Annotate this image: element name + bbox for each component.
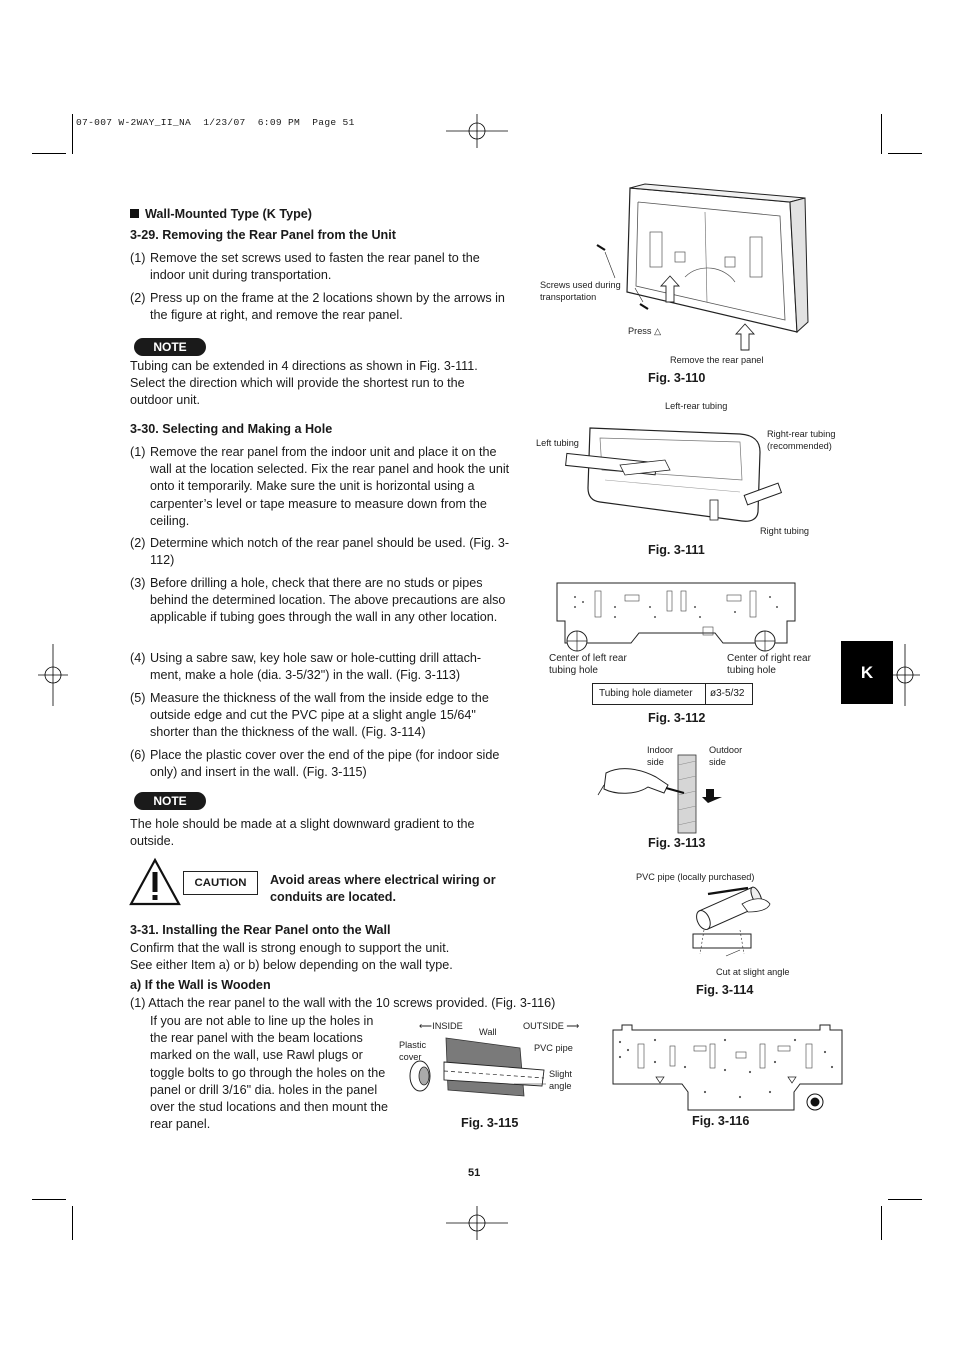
fig-label-center-left: Center of left rear tubing hole xyxy=(549,653,627,676)
fig-3-116-illustration xyxy=(610,1022,845,1114)
note-badge: NOTE xyxy=(134,338,206,356)
fig-label-cut: Cut at slight angle xyxy=(716,967,790,977)
registration-mark-top xyxy=(446,114,508,148)
fig-label-slight: Slight angle xyxy=(549,1069,572,1091)
tubing-hole-table xyxy=(592,683,753,705)
heading-3-31: 3-31. Installing the Rear Panel onto the Wall xyxy=(130,923,391,937)
subheading-a: a) If the Wall is Wooden xyxy=(130,978,271,992)
caution-label: CAUTION xyxy=(183,871,258,895)
heading-3-29: 3-29. Removing the Rear Panel from the Unit xyxy=(130,228,396,242)
crop-mark xyxy=(32,1199,66,1200)
fig-caption: Fig. 3-112 xyxy=(648,711,706,725)
registration-mark-bottom xyxy=(446,1206,508,1240)
fig-caption: Fig. 3-110 xyxy=(648,371,706,385)
crop-mark xyxy=(32,153,66,154)
registration-mark-right xyxy=(890,644,920,706)
heading-3-30: 3-30. Selecting and Making a Hole xyxy=(130,422,333,436)
section-heading xyxy=(130,206,312,223)
body-line: Confirm that the wall is strong enough to support the unit. xyxy=(130,941,450,955)
tubing-hole-value: ø3-5/32 xyxy=(710,688,745,699)
fig-label-pvc: PVC pipe (locally purchased) xyxy=(636,872,755,882)
body-paragraph: If you are not able to line up the holes in the rear panel with the beam locations marked on the wall, use Rawl plugs or toggle bolts to go through the holes on the panel or drill 3/16" dia. holes in the panel over the stud locations and then mount the rear panel. xyxy=(150,1014,389,1132)
crop-mark xyxy=(72,1206,73,1240)
registration-mark-left xyxy=(38,644,68,706)
note-badge: NOTE xyxy=(134,792,206,810)
fig-label-remove: Remove the rear panel xyxy=(670,355,764,365)
crop-mark xyxy=(881,1206,882,1240)
crop-mark xyxy=(888,1199,922,1200)
fig-label-wall: Wall xyxy=(479,1027,497,1037)
list-item: (5) Measure the thickness of the wall from the inside edge to the outside edge and cut the PVC pipe at a slight angle 15/64" shorter than the thickness of the wall. (Fig. 3-114) xyxy=(130,691,489,740)
fig-caption: Fig. 3-113 xyxy=(648,836,706,850)
list-item: (4) Using a sabre saw, key hole saw or hole-cutting drill attach- ment, make a hole (dia. 3-5/32") in the wall. (Fig. 3-113) xyxy=(130,651,482,683)
list-item: (3) Before drilling a hole, check that there are no studs or pipes behind the determined location. The above precautions are also applicable if tubing goes through the wall in any other location. xyxy=(130,576,506,625)
fig-label-left: Left tubing xyxy=(536,438,579,448)
section-tab-k: K xyxy=(841,641,893,704)
body-line: See either Item a) or b) below depending on the wall type. xyxy=(130,958,453,972)
fig-label-plastic: Plastic cover xyxy=(399,1040,427,1062)
fig-3-114-illustration xyxy=(690,876,780,974)
fig-3-115-illustration xyxy=(404,1034,554,1104)
fig-label-screws: Screws used during transportation xyxy=(540,280,621,302)
fig-label-right-rear: Right-rear tubing (recommended) xyxy=(767,429,836,451)
fig-caption: Fig. 3-116 xyxy=(692,1114,750,1128)
fig-caption: Fig. 3-115 xyxy=(461,1116,519,1130)
fig-label-outside xyxy=(523,1020,580,1032)
fig-3-111-illustration xyxy=(560,420,790,530)
body-line: (1) Attach the rear panel to the wall with the 10 screws provided. (Fig. 3-116) xyxy=(130,996,556,1010)
print-slug: 07-007 W-2WAY_II_NA 1/23/07 6:09 PM Page 51 xyxy=(76,117,355,128)
fig-3-113-illustration xyxy=(596,755,726,833)
fig-caption: Fig. 3-111 xyxy=(648,543,705,557)
fig-3-110-illustration xyxy=(535,182,810,352)
table-divider xyxy=(705,684,706,704)
fig-3-112-illustration xyxy=(555,577,800,662)
note-text: The hole should be made at a slight downward gradient to the outside. xyxy=(130,817,475,849)
crop-mark xyxy=(881,114,882,154)
fig-label-press xyxy=(628,325,661,337)
list-item: (1) Remove the rear panel from the indoor unit and place it on the wall at the location selected. Fix the rear panel and hook the unit onto it temporarily. Make sure the unit is horizontal using a carpenter’s level or tape measure to measure down from the ceiling. xyxy=(130,445,510,528)
page-number: 51 xyxy=(468,1167,481,1179)
fig-label-outside-text: OUTSIDE xyxy=(523,1021,564,1031)
triangle-up-icon: △ xyxy=(654,326,662,336)
warning-triangle-icon xyxy=(129,857,181,907)
arrow-right-icon: ⟶ xyxy=(566,1021,580,1031)
section-heading-text: Wall-Mounted Type (K Type) xyxy=(145,207,312,221)
note-text: Tubing can be extended in 4 directions as shown in Fig. 3-111. Select the direction which will provide the shortest run to the outdoor unit. xyxy=(130,359,478,408)
list-item: (6) Place the plastic cover over the end of the pipe (for indoor side only) and insert in the wall. (Fig. 3-115) xyxy=(130,748,500,780)
arrow-left-icon: ⟵ xyxy=(419,1021,433,1031)
fig-caption: Fig. 3-114 xyxy=(696,983,754,997)
list-item: (1) Remove the set screws used to fasten the rear panel to the indoor unit during transportation. xyxy=(130,251,480,283)
fig-label-pvc-pipe: PVC pipe xyxy=(534,1043,573,1053)
square-bullet-icon xyxy=(130,209,139,218)
fig-label-inside xyxy=(419,1020,463,1032)
list-item: (2) Determine which notch of the rear panel should be used. (Fig. 3-112) xyxy=(130,536,510,568)
fig-label-right: Right tubing xyxy=(760,526,810,536)
fig-label-left-rear: Left-rear tubing xyxy=(665,401,728,411)
caution-text: Avoid areas where electrical wiring or conduits are located. xyxy=(270,873,496,905)
crop-mark xyxy=(72,114,73,154)
list-item: (2) Press up on the frame at the 2 locations shown by the arrows in the figure at right, and remove the rear panel. xyxy=(130,291,505,323)
fig-label-inside-text: INSIDE xyxy=(432,1021,463,1031)
fig-label-center-right: Center of right rear tubing hole xyxy=(727,653,811,676)
tubing-hole-label: Tubing hole diameter xyxy=(599,688,693,699)
fig-label-indoor: Indoor side xyxy=(647,745,674,767)
fig-label-press-text: Press xyxy=(628,326,652,336)
fig-label-outdoor: Outdoor side xyxy=(709,745,743,767)
crop-mark xyxy=(888,153,922,154)
